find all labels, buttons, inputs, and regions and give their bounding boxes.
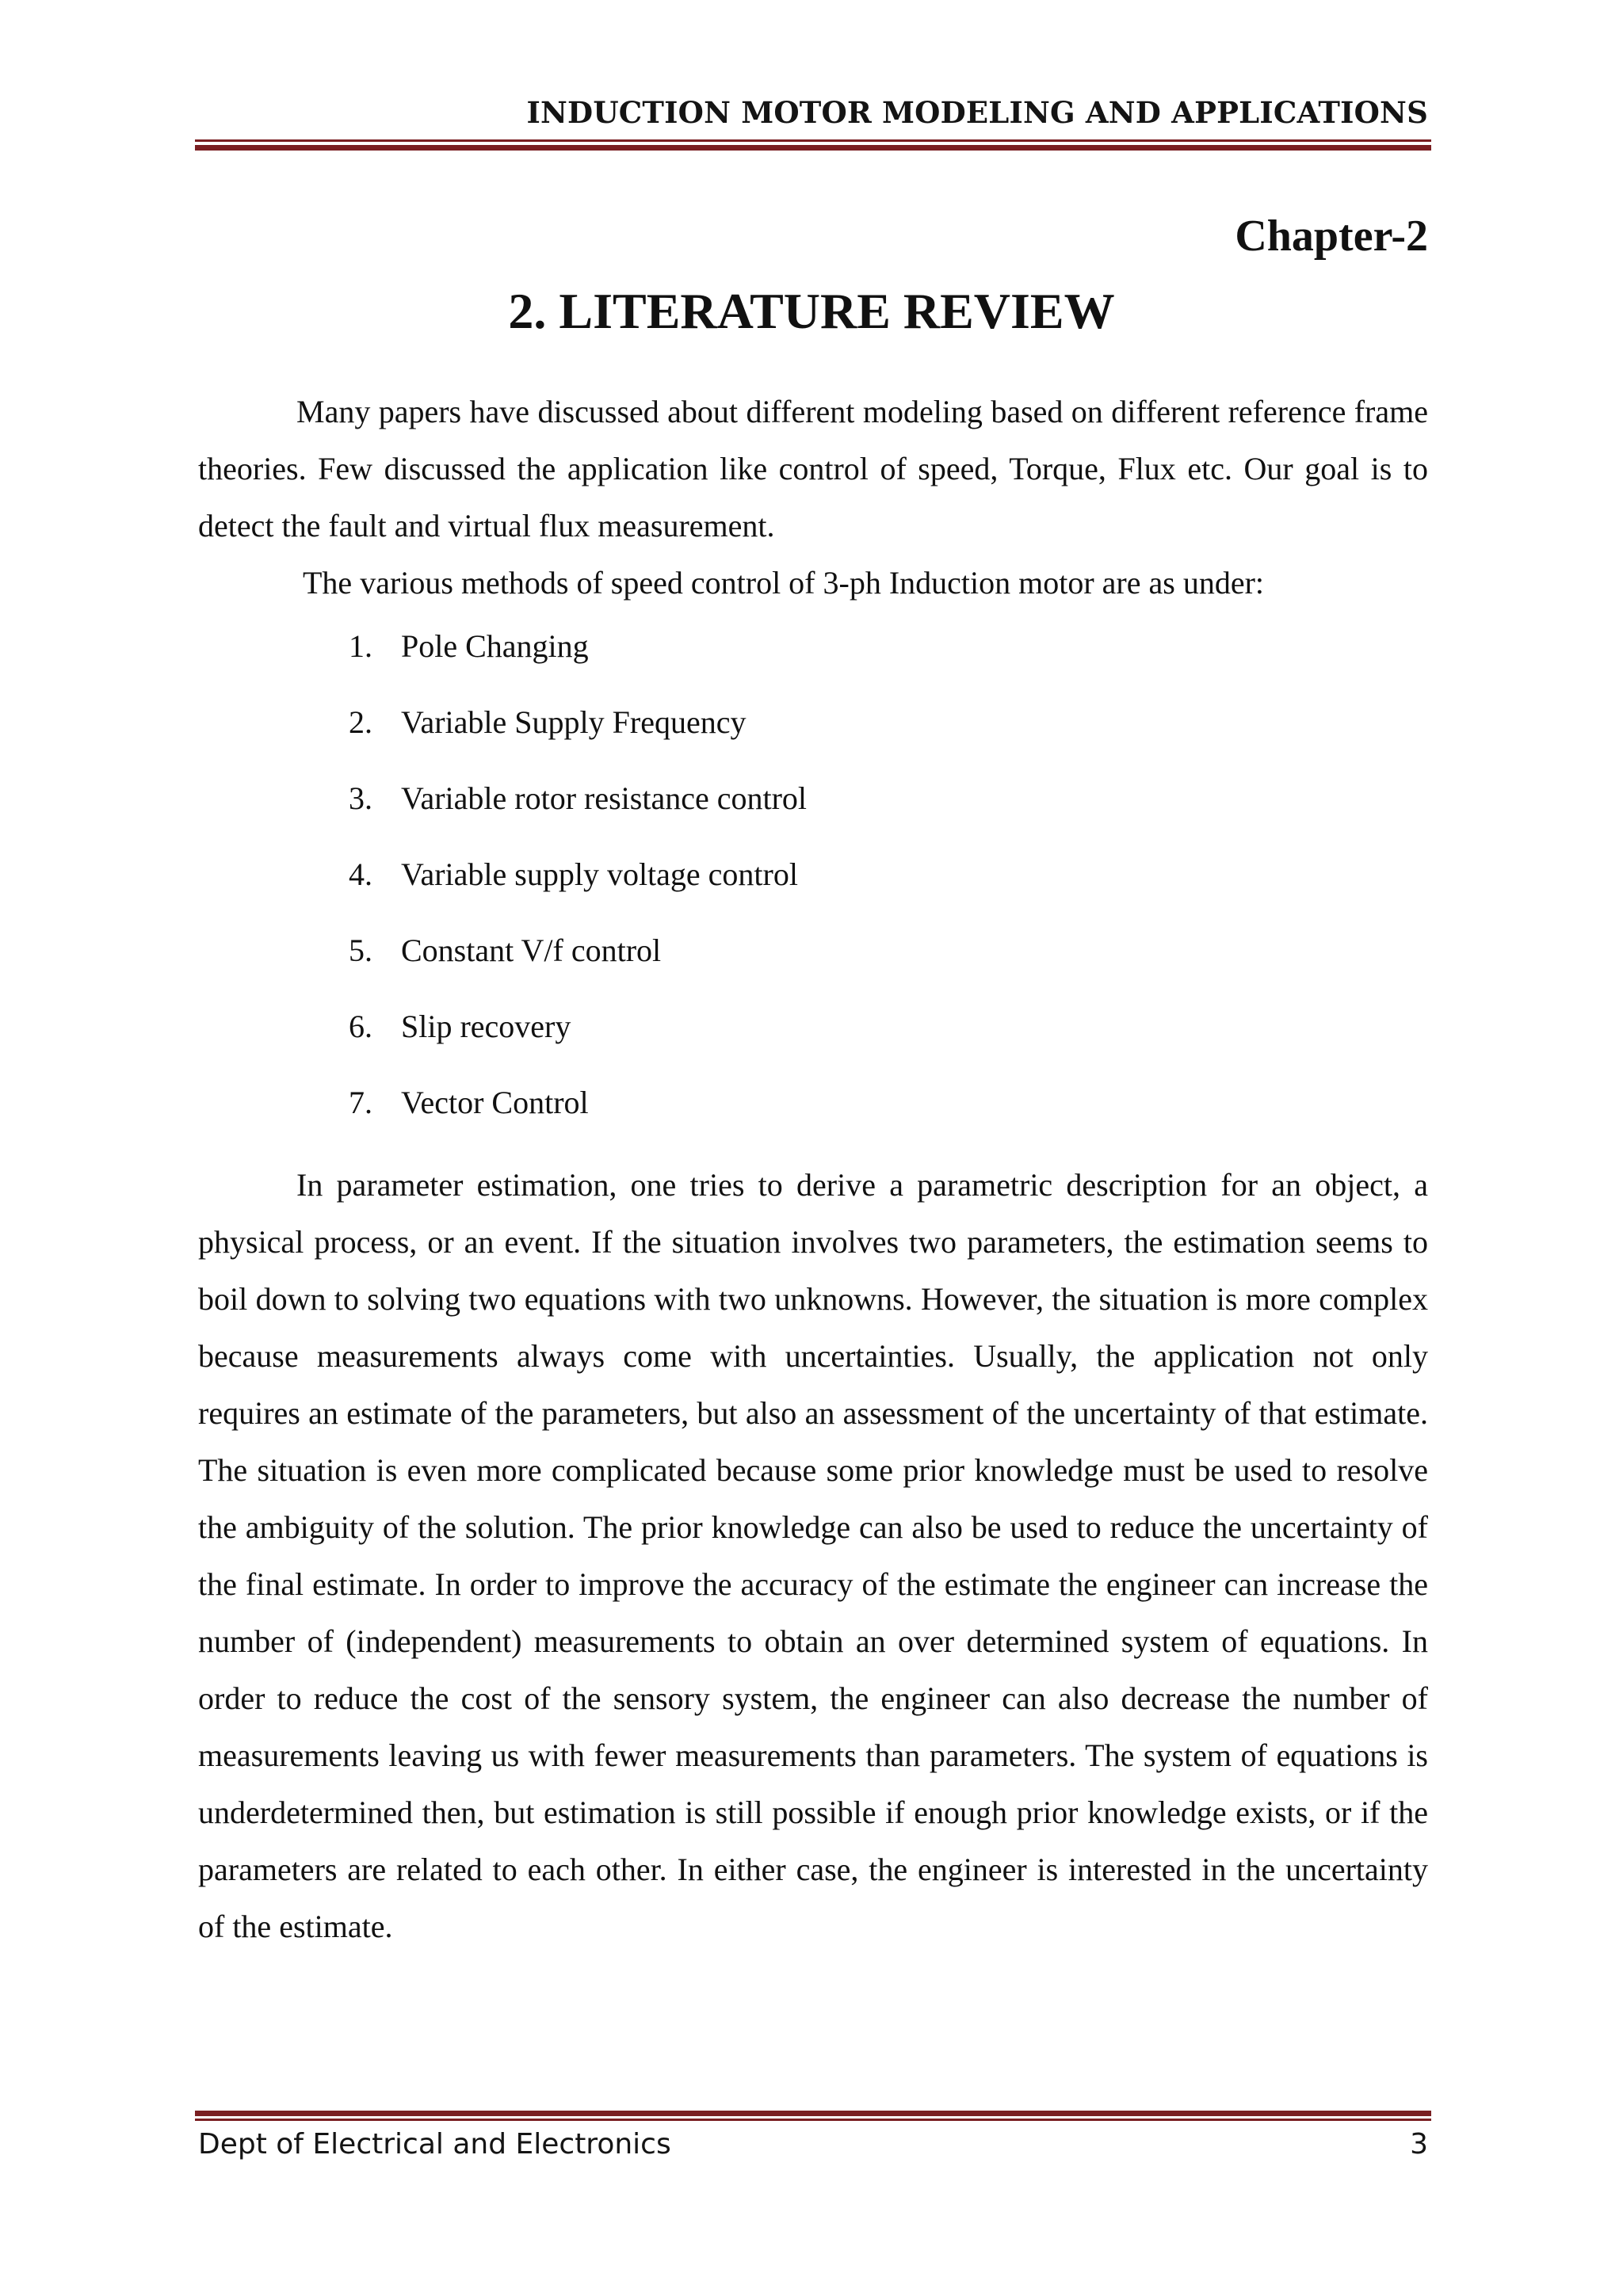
running-header: INDUCTION MOTOR MODELING AND APPLICATIONS [526,95,1428,130]
list-item [349,922,807,998]
section-title: 2. LITERATURE REVIEW [508,283,1115,339]
footer-department: Dept of Electrical and Electronics [198,2128,671,2161]
methods-intro: The various methods of speed control of 3-ph Induction motor are as under: [303,565,1265,601]
footer-rule-thick [195,2111,1431,2116]
list-item [349,694,807,770]
list-item [349,770,807,846]
list-item [349,618,807,694]
list-item-number: 7. [349,1085,372,1120]
list-item-number: 3. [349,780,372,816]
chapter-label: Chapter-2 [1235,212,1428,261]
list-item [349,998,807,1074]
list-item-text: Vector Control [401,1085,589,1120]
list-item-number: 6. [349,1009,372,1044]
footer-rule-thin [195,2119,1431,2121]
list-item-text: Pole Changing [401,628,589,664]
list-item [349,846,807,922]
list-item-number: 4. [349,856,372,892]
header-rule-thick [195,145,1431,151]
list-item-number: 5. [349,933,372,968]
list-item-text: Variable supply voltage control [401,856,798,892]
speed-control-methods-list [349,618,807,1150]
header-rule-thin [195,139,1431,142]
list-item-text: Slip recovery [401,1009,571,1044]
list-item-text: Variable Supply Frequency [401,704,747,740]
list-item-text: Variable rotor resistance control [401,780,808,816]
list-item-number: 1. [349,628,372,664]
list-item [349,1074,807,1150]
list-item-text: Constant V/f control [401,933,662,968]
estimation-paragraph: In parameter estimation, one tries to derive a parametric description for an object, a physical process, or an event. If the situation involves two parameters, the estimation seems to boil down to solving two equations with two unknowns. However, the situation is more complex because measurements always come with uncertainties. Usually, the application not only requires an estimate of the parameters, but also an assessment of the uncertainty of that estimate. The situation is even more complicated because some prior knowledge must be used to resolve the ambiguity of the solution. The prior knowledge can also be used to reduce the uncertainty of the final estimate. In order to improve the accuracy of the estimate the engineer can increase the number of (independent) measurements to obtain an over determined system of equations. In order to reduce the cost of the sensory system, the engineer can also decrease the number of measurements leaving us with fewer measurements than parameters. The system of equations is underdetermined then, but estimation is still possible if enough prior knowledge exists, or if the parameters are related to each other. In either case, the engineer is interested in the uncertainty of the estimate. [198,1167,1428,1944]
page-number: 3 [1410,2128,1428,2161]
intro-paragraph: Many papers have discussed about different modeling based on different reference frame theories. Few discussed the application like control of speed, Torque, Flux etc. Our goal is to detect the fault and virtual flux measurement. [198,394,1428,543]
list-item-number: 2. [349,704,372,740]
